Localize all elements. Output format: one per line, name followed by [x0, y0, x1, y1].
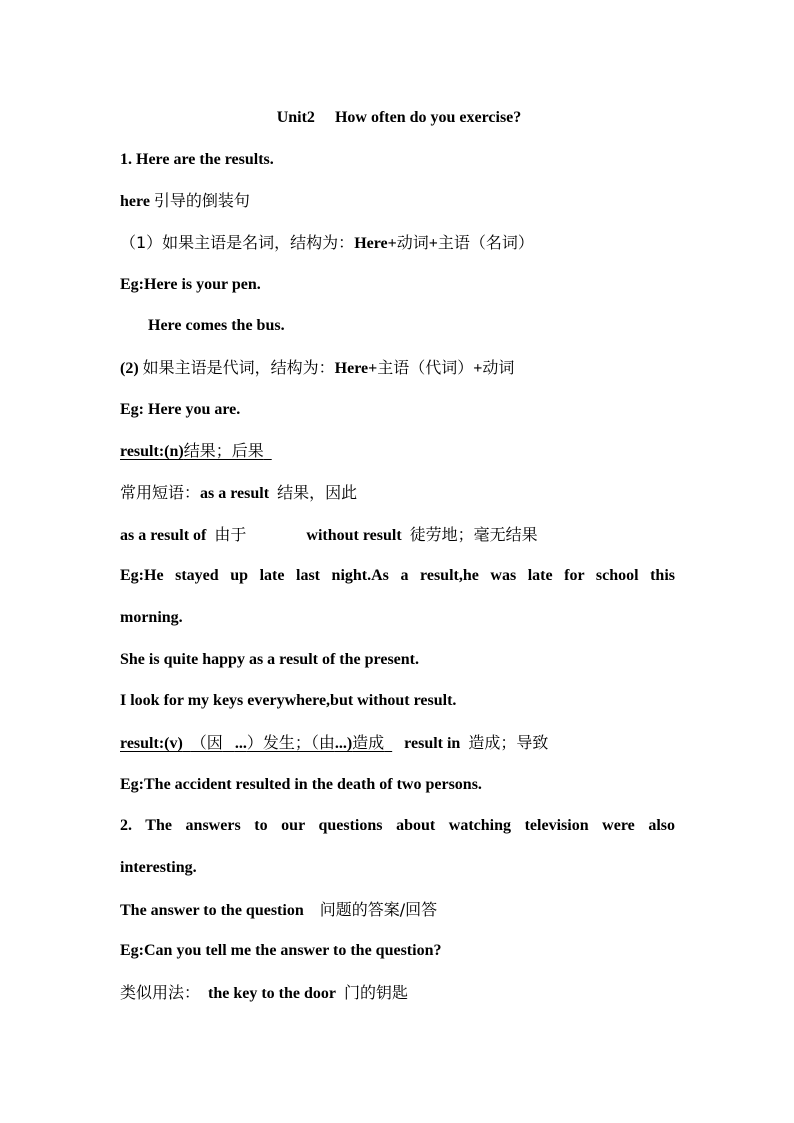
common-phrases-label: 常用短语： — [120, 483, 201, 502]
title-unit: Unit2 — [276, 109, 315, 126]
similar-usage-label: 类似用法： — [120, 983, 201, 1002]
result-noun-cn: 结果；后果 — [183, 441, 264, 460]
point-2-heading: 2. The answers to our questions about watching television were also — [120, 817, 675, 834]
rule-2-number: (2) — [120, 360, 143, 377]
similar-usage — [120, 983, 408, 1004]
example-present: She is quite happy as a result of the present. — [120, 651, 419, 668]
example-pen: Eg:Here is your pen. — [120, 276, 261, 293]
example-stayed-up-cont: morning. — [120, 609, 183, 626]
here-word: here — [120, 193, 150, 210]
rule-1-cn: （1）如果主语是名词，结构为： — [120, 233, 355, 252]
rule-1 — [120, 233, 534, 254]
phrase-without-result: without result — [306, 527, 402, 544]
answer-to-question — [120, 900, 437, 921]
example-keys: I look for my keys everywhere,but without result. — [120, 692, 457, 709]
rule-1-subject: 主语（名词） — [437, 233, 534, 252]
rule-2-plus: + — [473, 360, 483, 377]
result-verb-cn-2: ）发生；（由 — [246, 733, 335, 752]
rule-2 — [120, 358, 514, 379]
result-verb-dots-2: ...) — [334, 735, 353, 752]
answer-to-question-en: The answer to the question — [120, 902, 304, 919]
result-verb-cn-1: （因 — [190, 733, 223, 752]
phrase-key-to-door-cn: 门的钥匙 — [344, 983, 409, 1002]
result-verb-underlined — [120, 735, 392, 752]
common-phrases — [120, 483, 357, 504]
rule-2-here: Here+ — [334, 360, 378, 377]
here-inversion-cn: 引导的倒装句 — [153, 191, 250, 210]
rule-2-verb: 动词 — [482, 358, 515, 377]
point-1-heading: 1. Here are the results. — [120, 151, 274, 168]
phrase-as-a-result-cn: 结果，因此 — [277, 483, 358, 502]
result-verb-en: result:(v) — [120, 735, 183, 752]
phrase-result-in-cn: 造成；导致 — [468, 733, 549, 752]
result-verb-cn-3: 造成 — [352, 733, 385, 752]
page-title — [0, 108, 794, 128]
result-noun-en: result:(n) — [120, 443, 184, 460]
rule-1-plus: + — [428, 235, 438, 252]
example-you-are: Eg: Here you are. — [120, 401, 241, 418]
result-verb — [120, 733, 548, 754]
phrases-row — [120, 525, 538, 546]
phrase-without-result-cn: 徒劳地；毫无结果 — [409, 525, 538, 544]
rule-2-cn: 如果主语是代词，结构为： — [142, 358, 335, 377]
result-noun-underlined — [120, 443, 272, 460]
example-tell-me: Eg:Can you tell me the answer to the question? — [120, 942, 442, 959]
phrase-as-a-result-of: as a result of — [120, 527, 207, 544]
example-bus: Here comes the bus. — [148, 317, 285, 334]
phrase-as-a-result-of-cn: 由于 — [214, 525, 247, 544]
title-question: How often do you exercise? — [334, 109, 522, 126]
rule-1-verb: 动词 — [396, 233, 429, 252]
point-2-heading-cont: interesting. — [120, 859, 197, 876]
here-inversion-note — [120, 191, 250, 212]
example-accident: Eg:The accident resulted in the death of two persons. — [120, 776, 482, 793]
answer-to-question-cn: 问题的答案/回答 — [319, 900, 438, 919]
phrase-as-a-result: as a result — [200, 485, 270, 502]
example-stayed-up: Eg:He stayed up late last night.As a result,he was late for school this — [120, 567, 675, 584]
result-noun — [120, 441, 272, 462]
phrase-result-in: result in — [404, 735, 461, 752]
result-verb-dots: ... — [234, 735, 247, 752]
rule-2-subject: 主语（代词） — [377, 358, 474, 377]
rule-1-here: Here+ — [354, 235, 397, 252]
phrase-key-to-door: the key to the door — [208, 985, 336, 1002]
